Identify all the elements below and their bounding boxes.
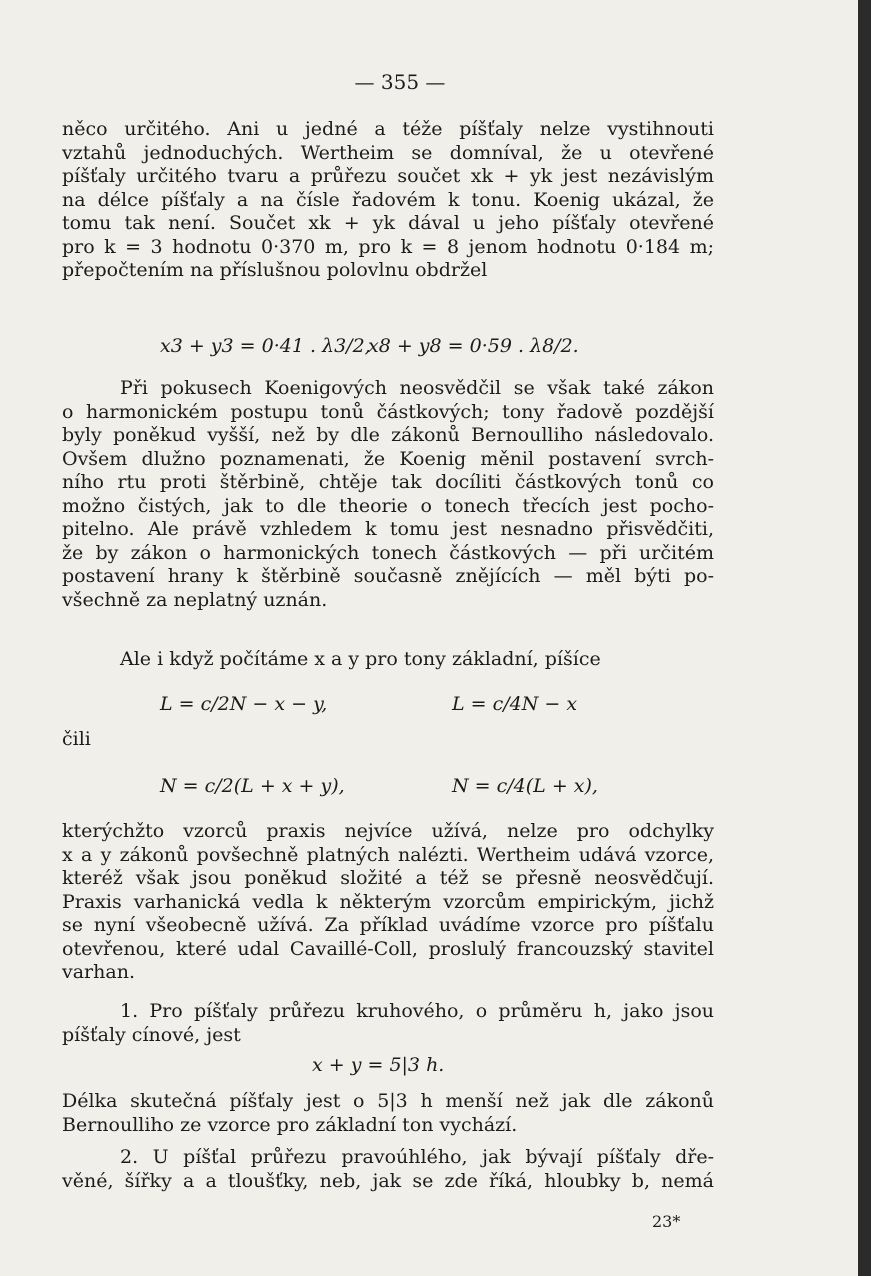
formula-x3: x3 + y3 = 0·41 . λ3/2, — [160, 335, 371, 357]
text-line: 2. U píšťal průřezu pravoúhlého, jak bývají píšťaly dře- — [120, 1146, 714, 1168]
text-line: Délka skutečná píšťaly jest o 5|3 h menší než jak dle zákonů — [62, 1090, 714, 1112]
page-number: — 355 — — [354, 70, 446, 94]
text-line: postavení hrany k štěrbině současně znějících — měl býti po- — [62, 565, 714, 587]
text-line: x a y zákonů povšechně platných nalézti. Wertheim udává vzorce, — [62, 843, 714, 866]
text-line: že by zákon o harmonických tonech částkových — při určitém — [62, 541, 714, 564]
text-line: Ovšem dlužno poznamenati, že Koenig měnil postavení svrch- — [62, 447, 714, 470]
text-line: ního rtu proti štěrbině, chtěje tak docíliti částkových tonů co — [62, 471, 714, 493]
text-line: kteréž však jsou poněkud složité a též se přesně neosvědčují. — [62, 867, 714, 889]
formula-N-2: N = c/2(L + x + y), — [160, 775, 345, 797]
text-line: Ale i když počítáme x a y pro tony základní, píšíce — [120, 648, 601, 670]
text-line: píšťaly určitého tvaru a průřezu součet xk + yk jest nezávislým — [62, 165, 714, 187]
text-line: se nyní všeobecně užívá. Za příklad uvádíme vzorce pro píšťalu — [62, 914, 714, 936]
text-line: kterýchžto vzorců praxis nejvíce užívá, nelze pro odchylky — [62, 820, 714, 842]
paragraph-5 — [62, 1000, 714, 1047]
paragraph-1 — [62, 118, 714, 283]
formula-L-4N: L = c/4N − x — [452, 693, 578, 715]
paragraph-4 — [62, 820, 714, 985]
text-line: pro k = 3 hodnotu 0·370 m, pro k = 8 jenom hodnotu 0·184 m; — [62, 235, 714, 258]
formula-N-4: N = c/4(L + x), — [452, 775, 598, 797]
text-line: otevřenou, které udal Cavaillé-Coll, proslulý francouzský stavitel — [62, 937, 714, 960]
text-line: varhan. — [62, 961, 135, 983]
paragraph-6 — [62, 1090, 714, 1137]
text-line: čili — [62, 728, 91, 750]
page-edge — [858, 0, 871, 1276]
text-line: tomu tak není. Součet xk + yk dával u jeho píšťaly otevřené — [62, 212, 714, 234]
text-line: Při pokusech Koenigových neosvědčil se však také zákon — [120, 377, 714, 399]
paragraph-2 — [62, 377, 714, 612]
signature-mark: 23* — [652, 1212, 681, 1231]
text-line: věné, šířky a a tloušťky, neb, jak se zde říká, hloubky b, nemá — [62, 1169, 714, 1192]
text-line: o harmonickém postupu tonů částkových; tony řadově pozdější — [62, 400, 714, 423]
text-line: pitelno. Ale právě vzhledem k tomu jest nesnadno přisvědčiti, — [62, 518, 714, 540]
text-line: něco určitého. Ani u jedné a téže píšťaly nelze vystihnouti — [62, 118, 714, 140]
formula-x8: x8 + y8 = 0·59 . λ8/2. — [368, 335, 579, 357]
text-line: možno čistých, jak to dle theorie o tonech třecích jest pocho- — [62, 494, 714, 517]
formula-x-plus-y: x + y = 5|3 h. — [312, 1054, 445, 1076]
formula-L-2N: L = c/2N − x − y, — [160, 693, 328, 715]
paragraph-7 — [62, 1146, 714, 1193]
paragraph-3 — [62, 648, 714, 672]
text-line: Bernoulliho ze vzorce pro základní ton vychází. — [62, 1113, 518, 1136]
text-line: přepočtením na příslušnou polovlnu obdržel — [62, 259, 488, 281]
text-line: byly poněkud vyšší, než by dle zákonů Bernoulliho následovalo. — [62, 424, 714, 446]
text-line: píšťaly cínové, jest — [62, 1023, 241, 1046]
text-line: na délce píšťaly a na čísle řadovém k tonu. Koenig ukázal, že — [62, 188, 714, 211]
text-line: 1. Pro píšťaly průřezu kruhového, o průměru h, jako jsou — [120, 1000, 714, 1022]
cili-line — [62, 728, 714, 752]
text-line: všechně za neplatný uznán. — [62, 588, 328, 611]
text-line: Praxis varhanická vedla k některým vzorcům empirickým, jichž — [62, 890, 714, 913]
text-line: vztahů jednoduchých. Wertheim se domníval, že u otevřené — [62, 141, 714, 164]
